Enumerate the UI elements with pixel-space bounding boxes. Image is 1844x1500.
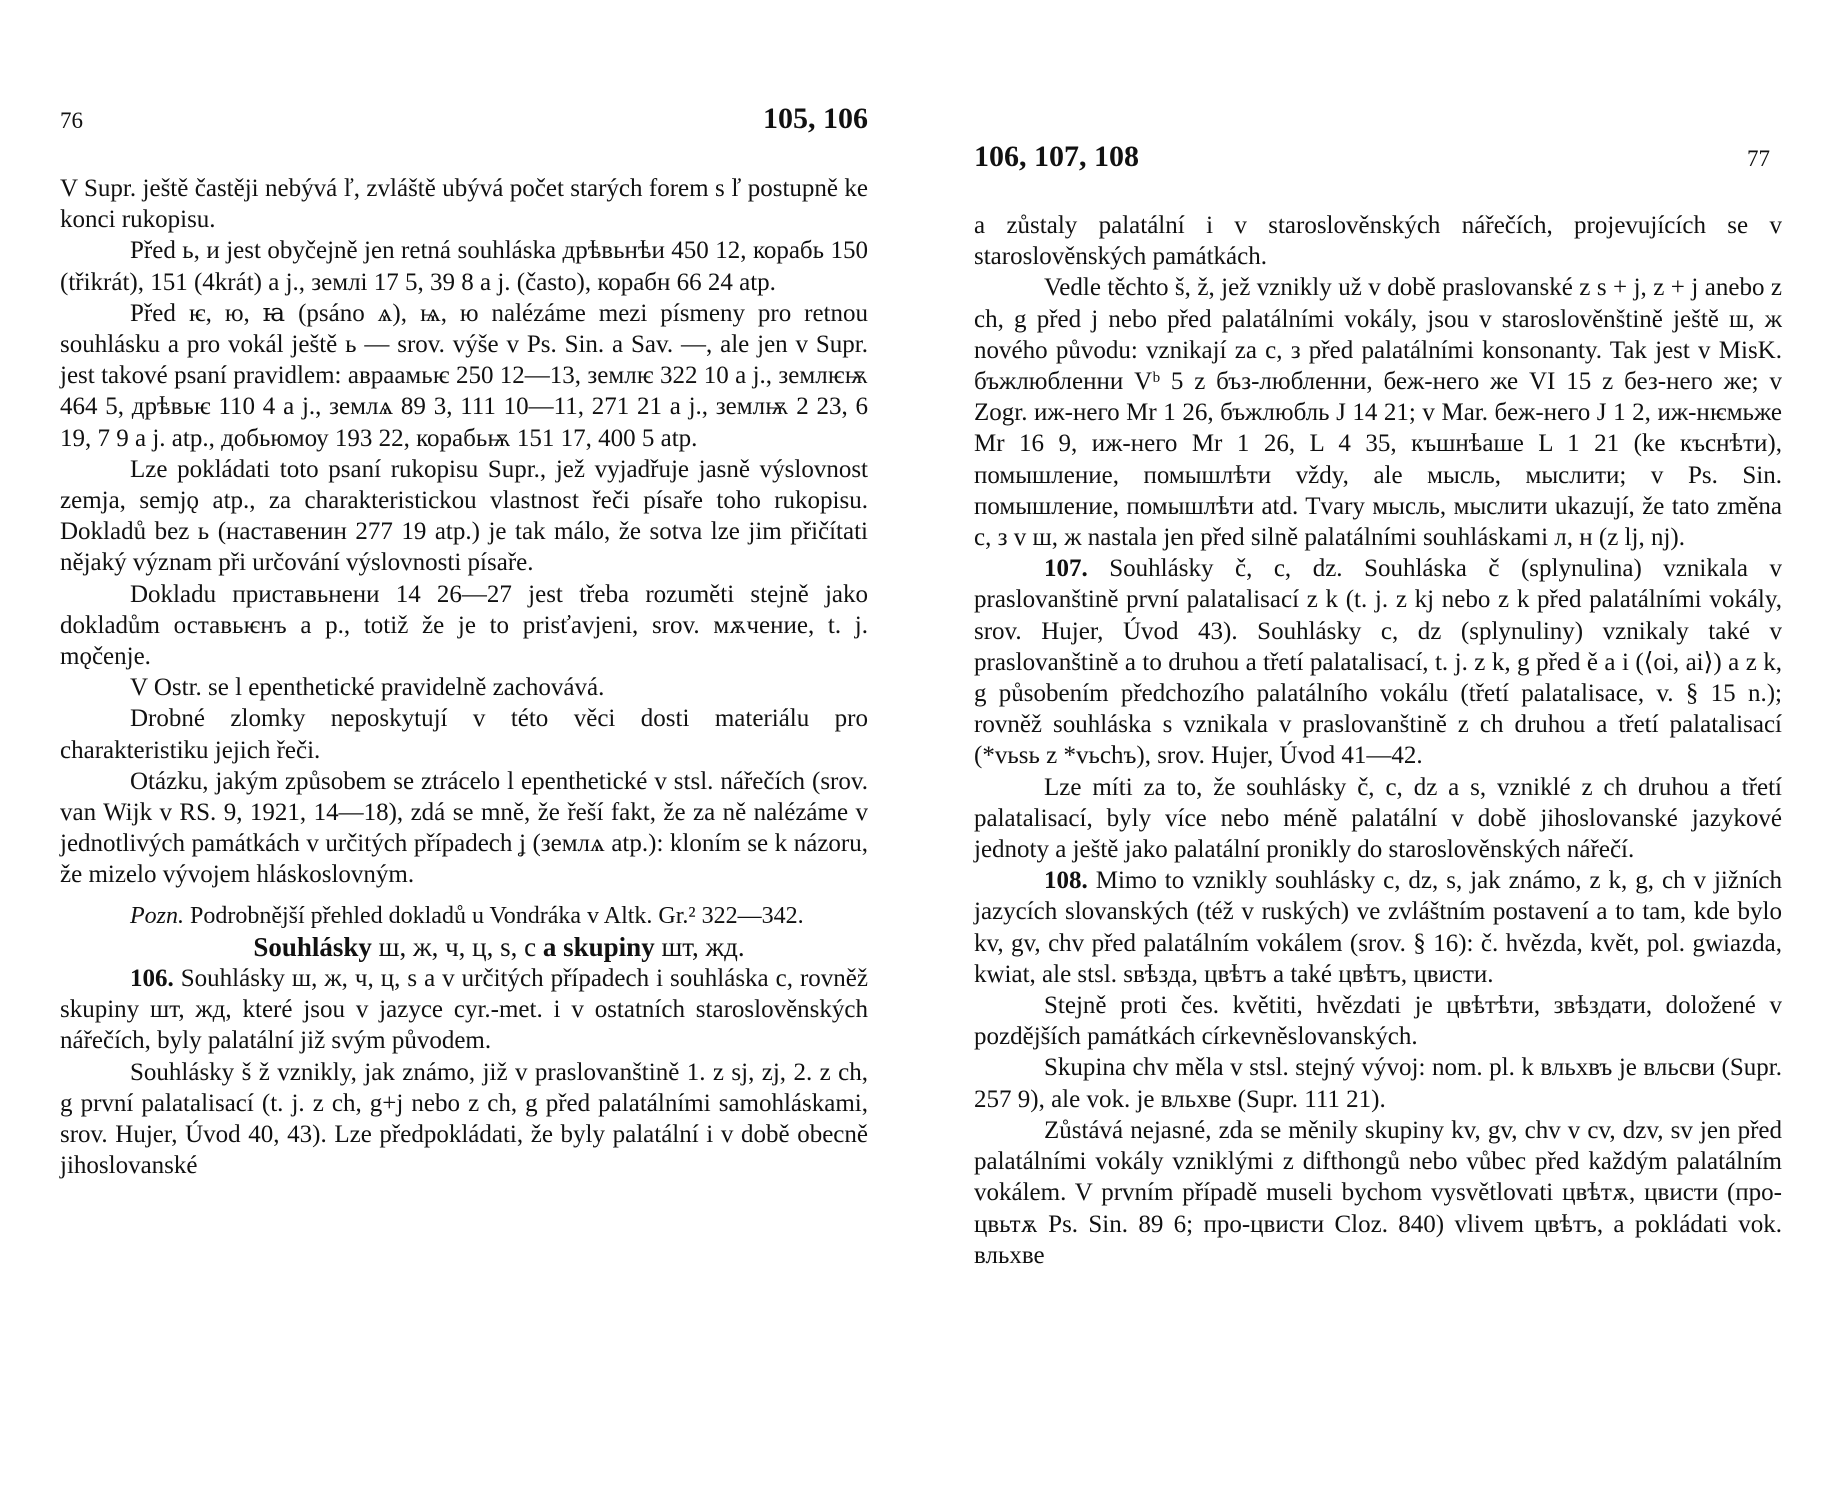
- right-page: [974, 0, 1782, 1500]
- paragraph: Skupina chv měla v stsl. stejný vývoj: nom. pl. k вльхвъ je вльсви (Supr. 257 9), ale vok. je вльхве (Supr. 111 21).: [974, 1054, 1782, 1113]
- paragraph: Lze míti za to, že souhlásky č, c, dz a s, vzniklé z ch druhou a třetí palatalisací, byly více nebo méně palatální v době jihoslovanské jazykové jednoty a ještě jako palatální pronikly do staroslověnských nářečí.: [974, 773, 1782, 864]
- section-108-paragraph: [974, 865, 1782, 990]
- section-107-paragraph: [974, 553, 1782, 771]
- paragraph: a zůstaly palatální i v staroslověnských nářečích, projevujících se v staroslověnských památkách.: [974, 212, 1782, 271]
- section-number: 106.: [130, 965, 174, 993]
- section-number: 107.: [1044, 555, 1088, 583]
- section-heading: [60, 932, 868, 963]
- paragraph: Stejně proti čes. květiti, hvězdati je цвѣтѣти, звѣздати, doložené v pozdějších památkách církevněslovanských.: [974, 992, 1782, 1051]
- left-running-head: [60, 102, 868, 142]
- section-106-paragraph: [60, 963, 868, 1057]
- heading-part-2: ш, ж, ч, ц, ѕ, с: [378, 931, 537, 962]
- paragraph: V Ostr. se l epenthetické pravidelně zachovává.: [130, 674, 605, 702]
- left-section-range: 105, 106: [763, 102, 868, 135]
- paragraph: Před ь, и jest obyčejně jen retná souhláska дрѣвьнѣи 450 12, корабь 150 (třikrát), 151 (4krát) a j., землі 17 5, 39 8 a j. (často), корабн 66 24 atp.: [60, 237, 868, 296]
- right-running-head: [974, 140, 1782, 180]
- section-text: Mimo to vznikly souhlásky c, dz, s, jak známo, z k, g, ch v jižních jazycích slovanských (též v ruských) ve zvláštním postavení a to tam, kde bylo kv, gv, chv před palatálním vokálem (srov. § 16): č. hvězda, květ, pol. gwiazda, kwiat, ale stsl. ѕвѣзда, цвѣтъ a také цвѣтъ, цвисти.: [974, 867, 1782, 988]
- heading-part-4: шт, жд.: [661, 931, 745, 962]
- heading-part-1: Souhlásky: [253, 931, 372, 962]
- footnote-text: Podrobnější přehled dokladů u Vondráka v Altk. Gr.² 322—342.: [190, 902, 804, 929]
- heading-part-3: a skupiny: [542, 931, 655, 962]
- paragraph: Otázku, jakým způsobem se ztrácelo l epenthetické v stsl. nářečích (srov. van Wijk v RS. 9, 1921, 14—18), zdá se mně, že řeší fakt, že za ně nalézáme v jednotlivých památkách v určitých případech ʝ (землѧ atp.): kloním se k názoru, že mizelo vývojem hláskoslovným.: [60, 767, 868, 889]
- paragraph: Drobné zlomky neposkytují v této věci dosti materiálu pro charakteristiku jejich řeči.: [60, 705, 868, 764]
- paragraph: Dokladu приставьнени 14 26—27 jest třeba rozuměti stejně jako dokladům оставьѥнъ a p., totiž že je to prisťavjeni, srov. мѫчение, t. j. mǫčenje.: [60, 580, 868, 671]
- paragraph: V Supr. ještě častěji nebývá ľ, zvláště ubývá počet starých forem s ľ postupně ke konci rukopisu.: [60, 175, 868, 234]
- left-page-number: 76: [60, 108, 83, 133]
- left-page-body: [60, 173, 868, 1182]
- paragraph: Souhlásky š ž vznikly, jak známo, již v praslovanštině 1. z sj, zj, 2. z ch, g první palatalisací (t. j. z ch, g+j nebo z ch, g před palatálními samohláskami, srov. Hujer, Úvod 40, 43). Lze předpokládati, že byly palatální i v době obecně jihoslovanské: [60, 1058, 868, 1180]
- section-number: 108.: [1044, 867, 1088, 895]
- paragraph: Vedle těchto š, ž, jež vznikly už v době praslovanské z s + j, z + j anebo z ch, g před j nebo před palatálními vokály, jsou v staroslověnštině ještě ш, ж nového původu: vznikají za с, з před palatálními konsonanty. Tak jest v MisK. бъжлюбленни Vᵇ 5 z бъз-любленни, беж-него же VI 15 z без-него же; v Zogr. иж-него Mr 1 26, бъжлюбль J 14 21; v Mar. беж-него J 1 2, иж-нѥмьже Mr 16 9, иж-него Mr 1 26, L 4 35, къшнѣаше L 1 21 (ke къснѣти), помышление, помышлѣти vždy, ale мысль, мыслити; v Ps. Sin. помышление, помышлѣти atd. Tvary мысль, мыслити ukazují, že tato změna с, з v ш, ж nastala jen před silně palatálními souhláskami л, н (z lj, nj).: [974, 274, 1782, 552]
- left-page: [60, 0, 868, 1500]
- paragraph: Před ѥ, ю, ꙗ (psáno ѧ), ѩ, ю nalézáme mezi písmeny pro retnou souhlásku a pro vokál ještě ь — srov. výše v Ps. Sin. a Sav. —, ale jen v Supr. jest takové psaní pravidlem: авраамьѥ 250 12—13, землѥ 322 10 a j., землѥѭ 464 5, дрѣвьѥ 110 4 a j., землѧ 89 3, 111 10—11, 271 21 a j., землѭ 2 23, 6 19, 7 9 a j. atp., добьюмоу 193 22, корабьѭ 151 17, 400 5 atp.: [60, 299, 868, 452]
- right-page-number: 77: [1747, 146, 1770, 171]
- footnote: [60, 901, 868, 932]
- right-page-body: [974, 210, 1782, 1271]
- section-text: Souhlásky ш, ж, ч, ц, ѕ a v určitých případech i souhláska с, rovněž skupiny шт, жд, které jsou v jazyce cyr.-met. i v ostatních staroslověnských nářečích, byly palatální již svým původem.: [60, 965, 868, 1055]
- section-text: Souhlásky č, c, dz. Souhláska č (splynulina) vznikala v praslovanštině první palatalisací z k (t. j. z kj nebo z k před palatálními vokály, srov. Hujer, Úvod 43). Souhlásky c, dz (splynuliny) vznikaly také v praslovanštině a to druhou a třetí palatalisací, t. j. z k, g před ě a i (⟨oi, ai⟩) a z k, g působením předchozího palatálního vokálu (třetí palatalisace, v. § 15 n.); rovněž souhláska s vznikala v praslovanštině z ch druhou a třetí palatalisací (*vьsь z *vьchъ), srov. Hujer, Úvod 41—42.: [974, 555, 1783, 770]
- paragraph: Lze pokládati toto psaní rukopisu Supr., jež vyjadřuje jasně výslovnost zemja, semjǫ atp., za charakteristickou vlastnost řeči písaře toho rukopisu. Dokladů bez ь (наставенин 277 19 atp.) je tak málo, že sotva lze jim přičítati nějaký význam při určování výslovnosti písaře.: [60, 455, 868, 577]
- right-section-range: 106, 107, 108: [974, 140, 1139, 173]
- paragraph: Zůstává nejasné, zda se měnily skupiny kv, gv, chv v cv, dzv, sv jen před palatálními vokály vzniklými z difthongů nebo vůbec před každým palatálním vokálem. V prvním případě museli bychom vysvětlovati цвѣтѫ, цвисти (про-цвьтѫ Ps. Sin. 89 6; про-цвисти Cloz. 840) vlivem цвѣтъ, a pokládati vok. вльхве: [974, 1116, 1782, 1269]
- footnote-label: Pozn.: [130, 902, 184, 929]
